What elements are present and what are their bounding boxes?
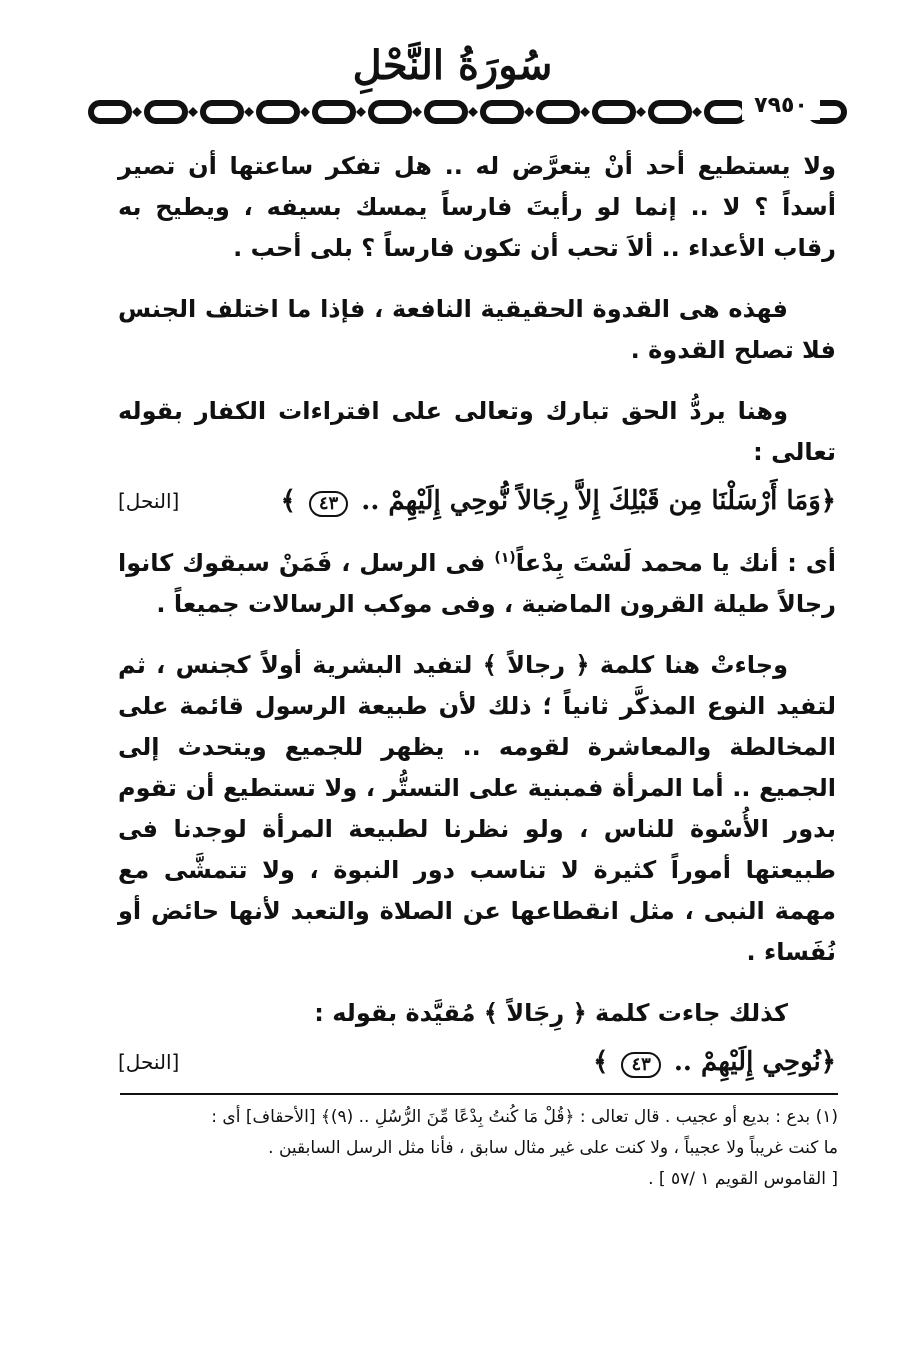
chain-diamond xyxy=(300,107,310,117)
chain-link xyxy=(483,103,521,121)
chain-diamond xyxy=(188,107,198,117)
verse-body xyxy=(593,1042,836,1083)
chain-link xyxy=(707,103,745,121)
text-fragment: أى : أنك يا محمد لَسْتَ بِدْعاً xyxy=(515,549,836,577)
main-text xyxy=(118,146,836,1099)
ayah-number: ٤٣ xyxy=(309,491,348,517)
paragraph: ولا يستطيع أحد أنْ يتعرَّض له .. هل تفكر ساعتها أن تصير أسداً ؟ لا .. إنما لو رأيتَ فارساً يمسك بسيفه ، ويطيح به رقاب الأعداء .. ألاَ تحب أن تكون فارساً ؟ بلى أحب . xyxy=(118,152,836,262)
paragraph xyxy=(118,538,836,625)
verse-body xyxy=(281,481,836,522)
quran-verse xyxy=(118,1042,836,1083)
chain-link xyxy=(259,103,297,121)
chain-link xyxy=(203,103,241,121)
chain-link xyxy=(147,103,185,121)
chain-link xyxy=(91,103,129,121)
verse-text: ﴿نُوحِي إِلَيْهِمْ .. xyxy=(673,1047,836,1077)
chain-link xyxy=(371,103,409,121)
quran-verse xyxy=(118,481,836,522)
surah-title: سُورَةُ النَّحْلِ xyxy=(352,42,553,89)
verse-reference: [النحل] xyxy=(118,1050,180,1074)
verse-close: ﴾ xyxy=(593,1047,609,1077)
verse-close: ﴾ xyxy=(280,486,296,516)
verse-reference: [النحل] xyxy=(118,489,180,513)
chain-link xyxy=(539,103,577,121)
paragraph: كذلك جاءت كلمة ﴿ رِجَالاً ﴾ مُقيَّدة بقوله : xyxy=(314,999,788,1027)
chain-diamond xyxy=(468,107,478,117)
chain-diamond xyxy=(580,107,590,117)
chain-link xyxy=(651,103,689,121)
chain-diamond xyxy=(692,107,702,117)
chain-diamond xyxy=(636,107,646,117)
paragraph: وجاءتْ هنا كلمة ﴿ رجالاً ﴾ لتفيد البشرية أولاً كجنس ، ثم لتفيد النوع المذكَّر ثانياً ؛ ذلك لأن طبيعة الرسول قائمة على المخالطة والمعاشرة لقومه .. يظهر للجميع ويتحدث إلى الجميع .. أما المرأة فمبنية على التستُّر ، ولا تستطيع أن تقوم بدور الأُسْوة للناس ، ولو نظرنا لطبيعة المرأة لوجدنا فى طبيعتها أموراً كثيرة لا تناسب دور النبوة ، ولا تتمشَّى مع مهمة النبى ، مثل انقطاعها عن الصلاة والتعبد لأنها حائض أو نُفَساء . xyxy=(118,651,836,966)
ayah-number: ٤٣ xyxy=(621,1052,660,1078)
footnote-marker[interactable]: (١) xyxy=(494,550,516,566)
chain-diamond xyxy=(412,107,422,117)
footnote-divider xyxy=(120,1093,838,1095)
paragraph: فهذه هى القدوة الحقيقية النافعة ، فإذا ما اختلف الجنس فلا تصلح القدوة . xyxy=(118,295,836,364)
chain-diamond xyxy=(524,107,534,117)
chain-diamond xyxy=(244,107,254,117)
chain-link xyxy=(595,103,633,121)
footnote-line: ما كنت غريباً ولا عجيباً ، ولا كنت على غير مثال سابق ، فأنا مثل الرسل السابقين . xyxy=(268,1138,838,1158)
paragraph: وهنا يردُّ الحق تبارك وتعالى على افتراءات الكفار بقوله تعالى : xyxy=(118,397,836,466)
chain-diamond xyxy=(356,107,366,117)
verse-text: ﴿وَمَا أَرْسَلْنَا مِن قَبْلِكَ إِلاَّ رِجَالاً نُّوحِي إِلَيْهِمْ .. xyxy=(361,486,836,516)
text-fragment: فى الرسل ، فَمَنْ سبقوك كانوا رجالاً طيلة القرون الماضية ، وفى موكب الرسالات جميعاً . xyxy=(118,549,836,618)
chain-diamond xyxy=(132,107,142,117)
ornamental-border xyxy=(85,94,850,130)
footnote xyxy=(120,1102,838,1195)
chain-link xyxy=(315,103,353,121)
chain-link xyxy=(427,103,465,121)
footnote-line: (١) بدع : بديع أو عجيب . قال تعالى : ﴿قُلْ مَا كُنتُ بِدْعًا مِّنَ الرُّسُلِ .. (٩)﴾ [الأحقاف] أى : xyxy=(211,1107,838,1127)
page-number: ٧٩٥٠ xyxy=(742,92,820,120)
footnote-line: [ القاموس القويم ١ /٥٧ ] . xyxy=(648,1169,838,1189)
